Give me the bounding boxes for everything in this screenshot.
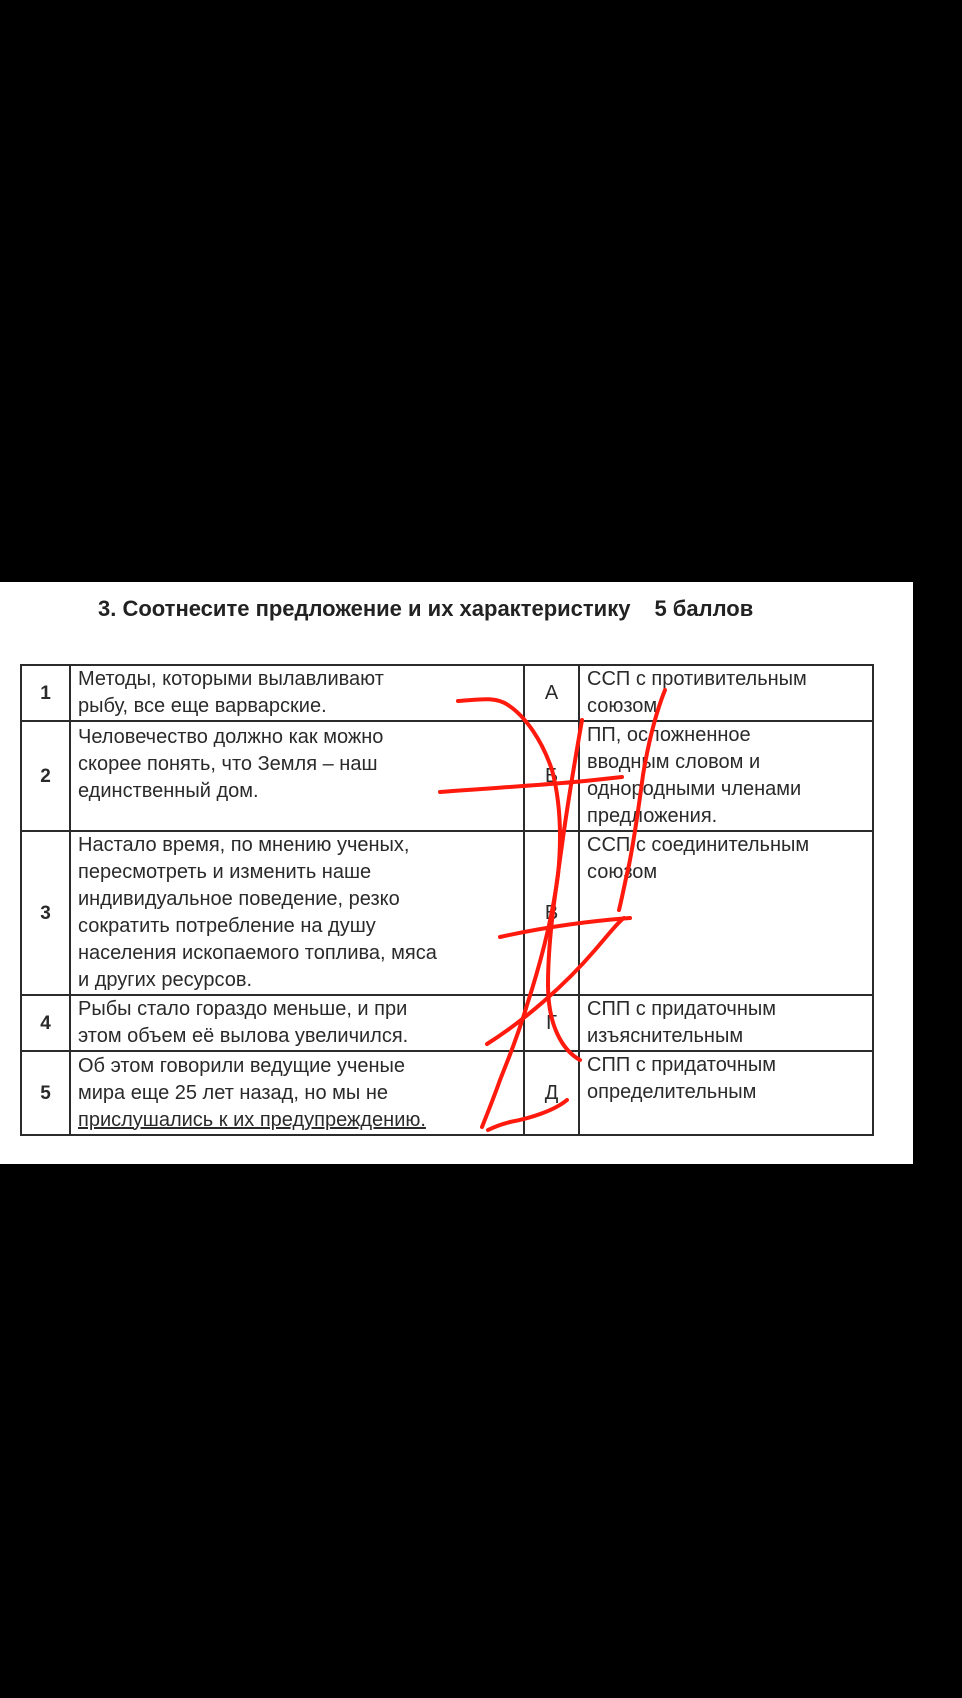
characteristic-cell (579, 1051, 873, 1135)
answer-letter: В (524, 831, 579, 995)
sentence-line: скорее понять, что Земля – наш (78, 753, 378, 775)
sentence-line: населения ископаемого топлива, мяса (78, 942, 437, 964)
task-heading (98, 596, 753, 622)
characteristic-line: вводным словом и (587, 751, 761, 773)
sentence-cell (70, 1051, 524, 1135)
answer-letter: Б (524, 721, 579, 831)
sentence-line: единственный дом. (78, 780, 259, 802)
answer-letter: Д (524, 1051, 579, 1135)
sentence-line: и других ресурсов. (78, 969, 252, 991)
characteristic-line: СПП с придаточным (587, 998, 776, 1020)
sentence-line: индивидуальное поведение, резко (78, 888, 400, 910)
sentence-cell (70, 665, 524, 721)
sentence-line: сократить потребление на душу (78, 915, 376, 937)
matching-table (20, 664, 874, 1136)
table-row (21, 831, 873, 995)
table-row (21, 665, 873, 721)
row-number: 4 (21, 995, 70, 1051)
sentence-cell (70, 995, 524, 1051)
sentence-line: Методы, которыми вылавливают (78, 668, 384, 690)
characteristic-line: определительным (587, 1081, 757, 1103)
characteristic-line: однородными членами (587, 778, 802, 800)
task-points: 5 баллов (654, 596, 754, 621)
sentence-cell (70, 721, 524, 831)
sentence-line: этом объем её вылова увеличился. (78, 1025, 409, 1047)
answer-letter: А (524, 665, 579, 721)
sentence-line: пересмотреть и изменить наше (78, 861, 372, 883)
sentence-cell (70, 831, 524, 995)
characteristic-cell (579, 721, 873, 831)
characteristic-line: ССП с противительным (587, 668, 807, 690)
row-number: 3 (21, 831, 70, 995)
row-number: 5 (21, 1051, 70, 1135)
task-title: 3. Соотнесите предложение и их характеристику (98, 596, 631, 621)
characteristic-line: союзом (587, 861, 658, 883)
characteristic-line: ССП с соединительным (587, 834, 810, 856)
table-row (21, 1051, 873, 1135)
sentence-line: Об этом говорили ведущие ученые (78, 1054, 406, 1077)
sentence-line: Человечество должно как можно (78, 726, 384, 748)
characteristic-cell (579, 665, 873, 721)
row-number: 2 (21, 721, 70, 831)
characteristic-line: изъяснительным (587, 1025, 744, 1047)
row-number: 1 (21, 665, 70, 721)
sentence-line: Рыбы стало гораздо меньше, и при (78, 998, 408, 1020)
answer-letter: Г (524, 995, 579, 1051)
table-row (21, 995, 873, 1051)
sentence-line: мира еще 25 лет назад, но мы не (78, 1081, 388, 1104)
characteristic-cell (579, 995, 873, 1051)
characteristic-line: союзом (587, 695, 658, 717)
characteristic-line: ПП, осложненное (587, 724, 751, 746)
characteristic-line: предложения. (587, 805, 718, 827)
sentence-line: рыбу, все еще варварские. (78, 695, 327, 717)
characteristic-line: СПП с придаточным (587, 1054, 776, 1076)
table-row (21, 721, 873, 831)
characteristic-cell (579, 831, 873, 995)
sentence-line: прислушались к их предупреждению. (78, 1108, 426, 1131)
sentence-line: Настало время, по мнению ученых, (78, 834, 410, 856)
